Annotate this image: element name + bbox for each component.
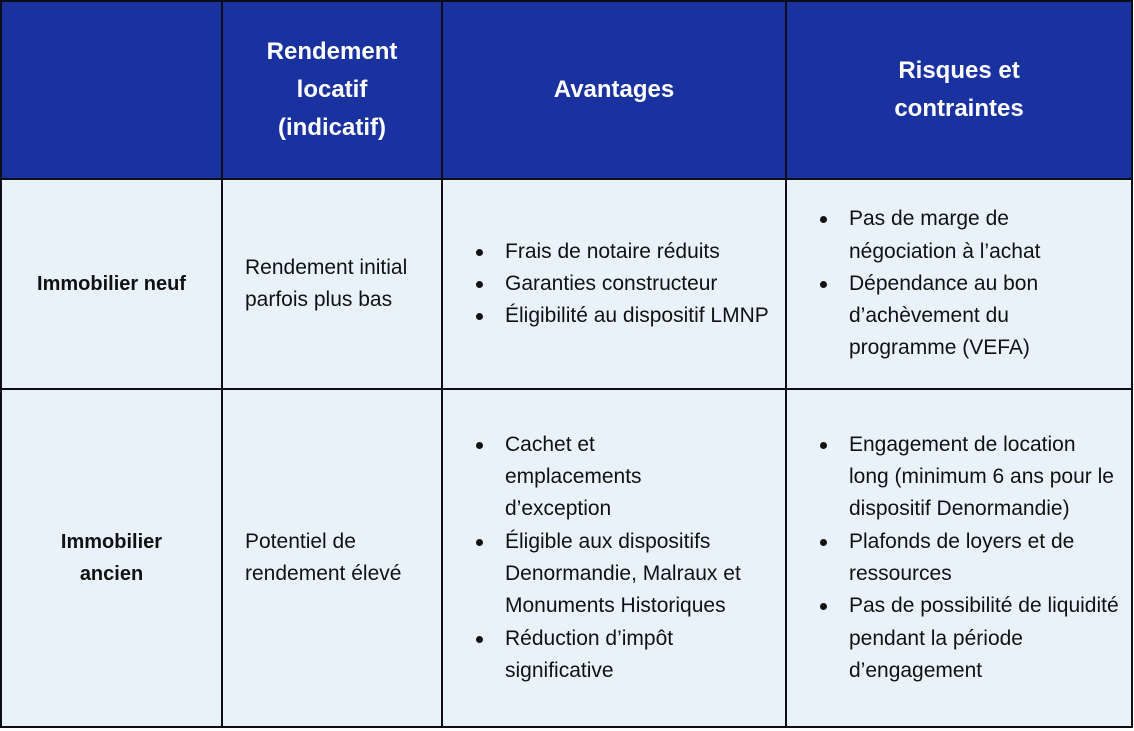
list-item-text: Pas de possibilité de liquidité pendant la période d’engagement: [849, 594, 1119, 682]
row-label: Immobilier neuf: [1, 179, 222, 389]
risques-cell: [786, 179, 1132, 389]
bullet-icon: [820, 216, 827, 223]
bullet-icon: [476, 249, 483, 256]
list-item-text: Engagement de location long (minimum 6 ans pour le dispositif Denormandie): [849, 432, 1114, 521]
header-row: [1, 1, 1132, 179]
list-item: [461, 429, 775, 526]
rendement-cell: Rendement initial parfois plus bas: [222, 179, 442, 389]
avantages-cell: [442, 389, 786, 727]
bullet-icon: [476, 442, 483, 449]
risques-cell: [786, 389, 1132, 727]
bullet-icon: [476, 636, 483, 643]
bullet-icon: [476, 281, 483, 288]
list-item: [805, 526, 1121, 591]
list-item: [805, 203, 1121, 268]
table-row: [1, 179, 1132, 389]
row-label: [1, 389, 222, 727]
list-item-text: Pas de marge de négociation à l’achat: [849, 207, 1041, 263]
bullet-icon: [476, 539, 483, 546]
list-item-text: Garanties constructeur: [505, 271, 718, 295]
bullet-icon: [820, 442, 827, 449]
header-rendement-label: Rendement locatif (indicatif): [266, 38, 398, 141]
list-item-text: Éligible aux dispositifs Denormandie, Malraux et Monuments Historiques: [505, 529, 741, 618]
row-label-text: Immobilier ancien: [60, 530, 163, 585]
list-item: [805, 590, 1121, 687]
bullet-icon: [820, 603, 827, 610]
list-item-text: Éligibilité au dispositif LMNP: [505, 304, 769, 328]
list-item: [461, 526, 775, 623]
avantages-list: [461, 429, 775, 687]
list-item-text: Frais de notaire réduits: [505, 239, 720, 263]
list-item: [461, 236, 775, 268]
list-item: [805, 268, 1121, 365]
avantages-cell: [442, 179, 786, 389]
table-row: [1, 389, 1132, 727]
list-item-text: Cachet et emplacements d’exception: [505, 432, 642, 521]
bullet-icon: [820, 281, 827, 288]
risques-list: [805, 429, 1121, 687]
rendement-cell: Potentiel de rendement élevé: [222, 389, 442, 727]
header-avantages: Avantages: [442, 1, 786, 179]
header-risques-label: Risques et contraintes: [894, 57, 1024, 122]
avantages-list: [461, 236, 775, 333]
bullet-icon: [820, 539, 827, 546]
list-item-text: Plafonds de loyers et de ressources: [849, 529, 1075, 585]
list-item-text: Réduction d’impôt significative: [505, 626, 674, 682]
list-item: [461, 268, 775, 300]
bullet-icon: [476, 313, 483, 320]
list-item: [461, 300, 775, 332]
list-item: [805, 429, 1121, 526]
risques-list: [805, 203, 1121, 364]
header-empty: [1, 1, 222, 179]
header-risques: [786, 1, 1132, 179]
list-item: [461, 623, 775, 688]
header-rendement: [222, 1, 442, 179]
list-item-text: Dépendance au bon d’achèvement du programme (VEFA): [849, 271, 1039, 360]
